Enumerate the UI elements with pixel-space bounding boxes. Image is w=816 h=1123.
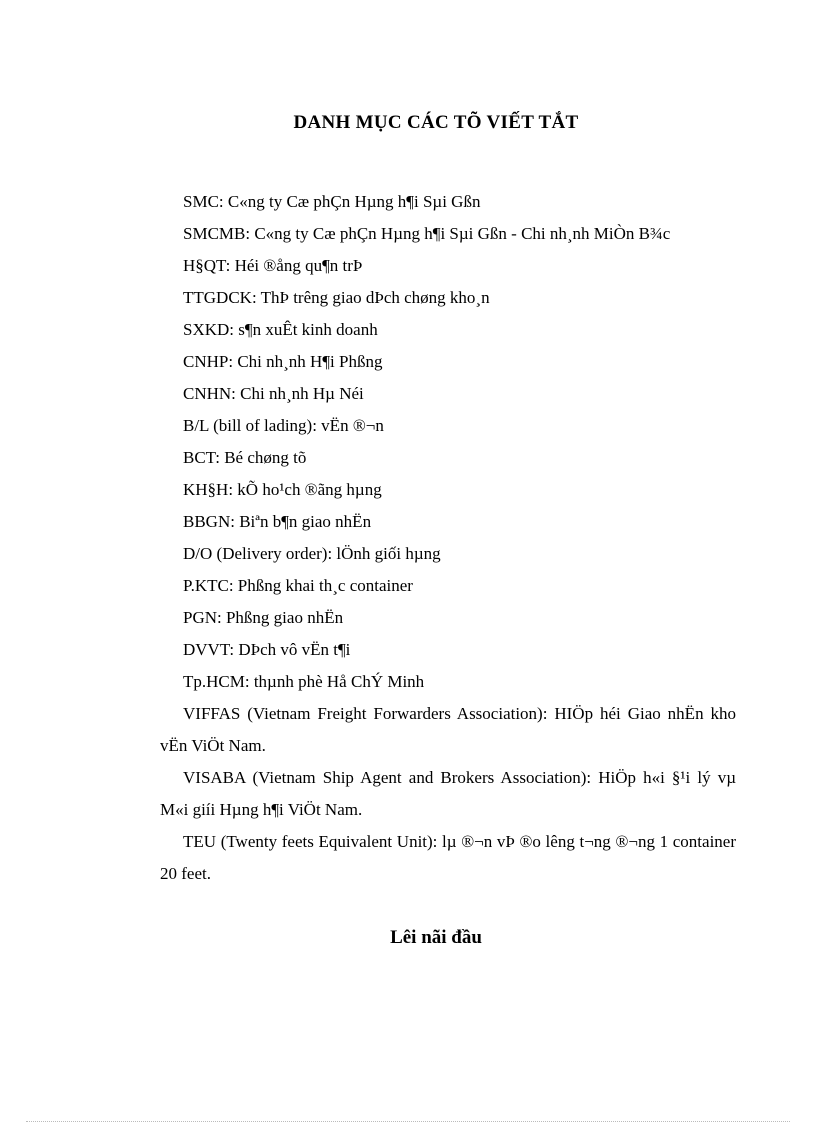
abbreviation-entry: SXKD: s¶n xuÊt kinh doanh — [183, 320, 378, 339]
abbreviation-entry: SMC: C«ng ty Cæ phÇn Hµng h¶i Sµi Gßn — [183, 192, 481, 211]
abbreviation-entry: Tp.HCM: thµnh phè Hå ChÝ Minh — [183, 672, 425, 691]
abbreviation-entry: BCT: Bé chøng tõ — [183, 448, 307, 467]
abbreviation-entry: CNHP: Chi nh¸nh H¶i Phßng — [183, 352, 383, 371]
abbreviation-entry: SMCMB: C«ng ty Cæ phÇn Hµng h¶i Sµi Gßn - Chi nh¸nh MiÒn B¾c — [183, 224, 671, 243]
page-bottom-divider — [26, 1121, 790, 1122]
abbreviation-entry: VISABA (Vietnam Ship Agent and Brokers Association): HiÖp h«i §¹i lý vµ M«i giíi Hµng h¶i ViÖt Nam. — [160, 768, 736, 819]
abbreviation-entry: TTGDCK: ThÞ trêng giao dÞch chøng kho¸n — [183, 288, 490, 307]
abbreviation-list — [160, 186, 736, 890]
abbreviation-entry: DVVT: DÞch vô vËn t¶i — [183, 640, 351, 659]
abbreviation-entry: P.KTC: Phßng khai th¸c container — [183, 576, 413, 595]
abbreviation-entry: H§QT: Héi ®ång qu¶n trÞ — [183, 256, 363, 275]
abbreviation-entry: BBGN: Biªn b¶n giao nhËn — [183, 512, 372, 531]
abbreviation-entry: PGN: Phßng giao nhËn — [183, 608, 344, 627]
abbreviation-entry: B/L (bill of lading): vËn ®¬n — [183, 416, 384, 435]
abbreviations-title: DANH MỤC CÁC TÕ VIẾT TẮT — [293, 112, 579, 133]
introduction-heading: Lêi nãi đầu — [390, 927, 482, 948]
abbreviation-entry: KH§H: kÕ ho¹ch ®ãng hµng — [183, 480, 382, 499]
abbreviation-entry: TEU (Twenty feets Equivalent Unit): lµ ®¬n vÞ ®o lêng t¬ng ®¬ng 1 container 20 feet. — [160, 832, 736, 883]
abbreviation-entry: CNHN: Chi nh¸nh Hµ Néi — [183, 384, 364, 403]
abbreviation-entry: D/O (Delivery order): lÖnh giối hµng — [183, 544, 441, 563]
abbreviation-entry: VIFFAS (Vietnam Freight Forwarders Association): HIÖp héi Giao nhËn kho vËn ViÖt Nam. — [160, 704, 736, 755]
